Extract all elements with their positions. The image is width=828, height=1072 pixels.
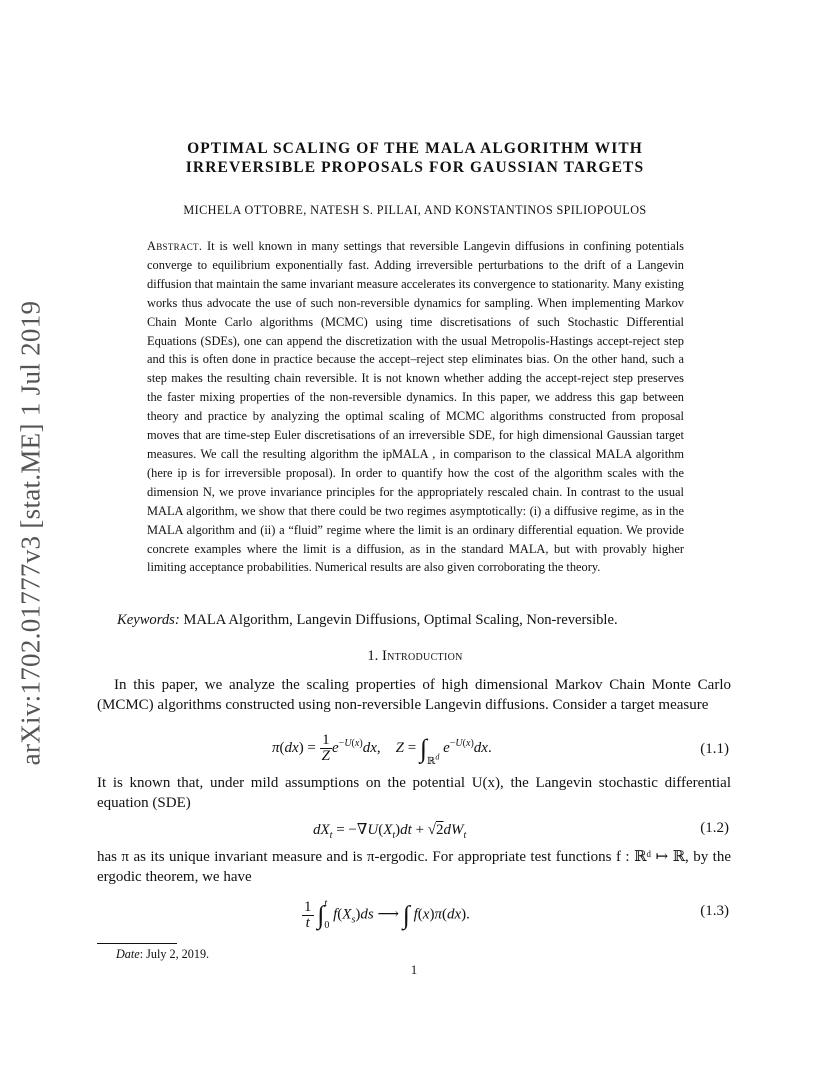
intro-paragraph-1 [97,676,731,715]
equation-1-3-number: (1.3) [700,903,729,919]
abstract [147,237,684,577]
equation-1-3-body: $\frac{1}{t}$ ∫t 0 $f(X_s)ds$ ⟶ ∫ f(x)π(dx). [304,898,470,931]
author-list: MICHELA OTTOBRE, NATESH S. PILLAI, AND KONSTANTINOS SPILIOPOULOS [183,203,647,217]
equation-1-2 [97,818,731,842]
intro-paragraph-2 [97,774,731,813]
section-title: Introduction [381,648,463,664]
abstract-text: It is well known in many settings that reversible Langevin diffusions in confining potentials converge to equilibrium exponentially fast. Adding irreversible perturbations to the drift of a Langevin diffusion that maintain the same invariant measure accelerates its convergence to stationarity. Many existing works thus advocate the use of such non-reversible dynamics for sampling. When implementing Markov Chain Monte Carlo algorithms (MCMC) using time discretisations of such Stochastic Differential Equations (SDEs), one can append the discretization with the usual Metropolis-Hastings accept-reject step and this is often done in practice because the accept–reject step eliminates bias. On the other hand, such a step makes the resulting chain reversible. It is not known whether adding the accept-reject step preserves the faster mixing properties of the non-reversible dynamics. In this paper, we address this gap between theory and practice by analyzing the optimal scaling of MCMC algorithms constructed from proposal moves that are time-step Euler discretisations of an irreversible SDE, for high dimensional Gaussian target measures. We call the resulting algorithm the ipMALA , in comparison to the classical MALA algorithm (here ip is for irreversible proposal). In order to quantify how the cost of the algorithm scales with the dimension N, we prove invariance principles for the appropriately rescaled chain. In contrast to the usual MALA algorithm, we show that there could be two regimes asymptotically: (i) a diffusive regime, as in the MALA algorithm and (ii) a “fluid” regime where the limit is an ordinary differential equation. We provide concrete examples where the limit is a diffusion, as in the standard MALA, but with provably higher limiting acceptance probabilities. Numerical results are also given corroborating the theory. [147,239,684,575]
paragraph-text: has π as its unique invariant measure and is π-ergodic. For appropriate test functions f : ℝᵈ ↦ ℝ, by the ergodic theorem, we have [97,849,731,885]
paragraph-text: It is known that, under mild assumptions on the potential U(x), the Langevin stochastic differential equation (SDE) [97,775,731,811]
title-line-2: IRREVERSIBLE PROPOSALS FOR GAUSSIAN TARGETS [185,159,645,176]
intro-paragraph-3 [97,848,731,887]
equation-1-3 [97,893,731,935]
title-line-1: OPTIMAL SCALING OF THE MALA ALGORITHM WITH [187,140,643,157]
footnote-label: Date [116,947,140,961]
paragraph-text: In this paper, we analyze the scaling properties of high dimensional Markov Chain Monte Carlo (MCMC) algorithms constructed using non-reversible Langevin diffusions. Consider a target measure [97,677,731,713]
equation-1-2-number: (1.2) [700,820,729,836]
section-number: 1. [367,648,379,664]
section-heading [100,648,730,665]
paper-title [100,139,730,177]
footnote-divider [97,943,177,944]
keywords [117,612,618,629]
equation-1-2-body: $dX_t = -\nabla U(X_t)dt + √2dW_t$ [313,822,467,841]
equation-1-1-number: (1.1) [700,741,729,757]
footnote [116,947,209,962]
arxiv-identifier [8,295,54,770]
equation-1-1-body: π(dx) = $\frac{1}{Z}$ $e^{-U(x)}dx$, $Z = \int_{ℝ^d}$ $e^{-U(x)}dx$. [272,732,492,767]
page-number: 1 [410,963,418,977]
arxiv-identifier-text: arXiv:1702.01777v3 [stat.ME] 1 Jul 2019 [15,300,46,765]
keywords-label: Keywords: [117,612,180,628]
abstract-label: Abstract. [147,239,203,253]
keywords-text: MALA Algorithm, Langevin Diffusions, Optimal Scaling, Non-reversible. [183,612,618,628]
footnote-text: : July 2, 2019. [139,947,210,961]
equation-1-1 [97,733,731,769]
